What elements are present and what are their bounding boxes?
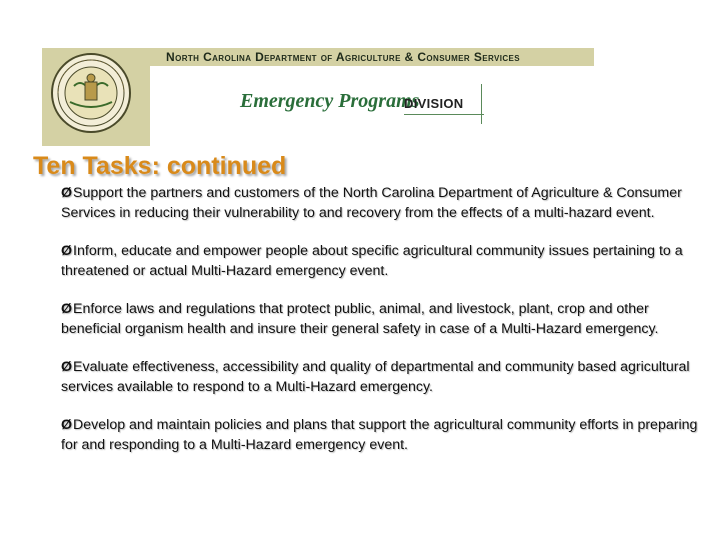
task-item xyxy=(61,242,711,281)
program-division: DIVISION xyxy=(404,96,464,111)
arrow-bullet-icon: Ø xyxy=(61,185,73,201)
task-item xyxy=(61,358,711,397)
slide-title: Ten Tasks: continued xyxy=(33,152,287,180)
logo-crosshair-horizontal xyxy=(404,114,484,115)
task-text: Evaluate effectiveness, accessibility and quality of departmental and community based agricultural services available to respond to a Multi-Hazard emergency. xyxy=(61,359,690,395)
program-name: Emergency Programs xyxy=(240,90,420,112)
arrow-bullet-icon: Ø xyxy=(61,359,73,375)
arrow-bullet-icon: Ø xyxy=(61,417,73,433)
task-list xyxy=(61,184,711,474)
task-text: Inform, educate and empower people about specific agricultural community issues pertaining to a threatened or actual Multi-Hazard emergency event. xyxy=(61,243,683,279)
task-item xyxy=(61,184,711,223)
arrow-bullet-icon: Ø xyxy=(61,301,73,317)
nc-agriculture-seal-icon xyxy=(50,52,132,134)
task-text: Develop and maintain policies and plans that support the agricultural community efforts in preparing for and responding to a Multi-Hazard emergency event. xyxy=(61,417,698,453)
task-text: Support the partners and customers of the North Carolina Department of Agriculture & Consumer Services in reducing their vulnerability to and recovery from the effects of a multi-hazard event. xyxy=(61,185,682,221)
task-item xyxy=(61,300,711,339)
department-name: North Carolina Department of Agriculture & Consumer Services xyxy=(166,50,521,64)
arrow-bullet-icon: Ø xyxy=(61,243,73,259)
logo-crosshair-vertical xyxy=(481,84,482,124)
task-text: Enforce laws and regulations that protect public, animal, and livestock, plant, crop and other beneficial organism health and insure their general safety in case of a Multi-Hazard emergency. xyxy=(61,301,659,337)
task-item xyxy=(61,416,711,455)
